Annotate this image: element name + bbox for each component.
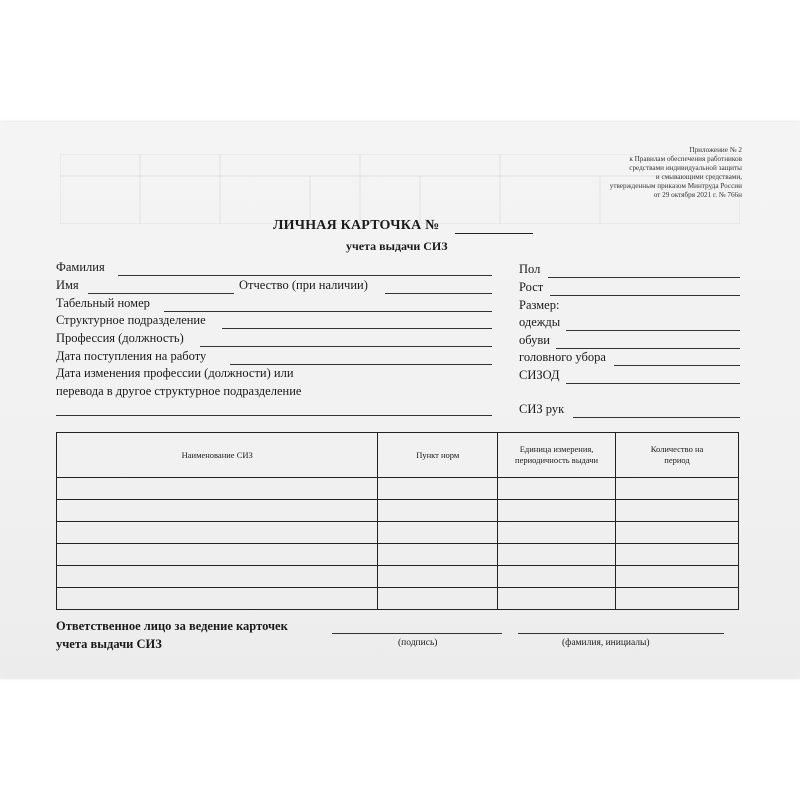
table-row bbox=[57, 566, 739, 588]
patronymic-label: Отчество (при наличии) bbox=[239, 278, 368, 292]
change-date-field[interactable] bbox=[56, 415, 492, 416]
height-label: Рост bbox=[519, 280, 544, 294]
table-cell[interactable] bbox=[57, 522, 378, 544]
full-name-field[interactable] bbox=[518, 633, 724, 634]
table-cell[interactable] bbox=[57, 544, 378, 566]
gender-label: Пол bbox=[519, 262, 541, 276]
table-cell[interactable] bbox=[616, 522, 739, 544]
responsible-person-label-1: Ответственное лицо за ведение карточек bbox=[56, 619, 288, 633]
table-cell[interactable] bbox=[57, 588, 378, 610]
col-header-unit-period bbox=[498, 433, 616, 478]
clothing-size-label: одежды bbox=[519, 315, 561, 329]
table-header-row bbox=[57, 433, 739, 478]
shoe-size-label: обуви bbox=[519, 333, 550, 347]
department-label: Структурное подразделение bbox=[56, 313, 206, 327]
signature-caption: (подпись) bbox=[398, 638, 438, 648]
page-title: ЛИЧНАЯ КАРТОЧКА № bbox=[273, 218, 440, 233]
size-label: Размер: bbox=[519, 298, 560, 312]
table-cell[interactable] bbox=[57, 500, 378, 522]
hire-date-field[interactable] bbox=[230, 364, 492, 365]
department-field[interactable] bbox=[222, 328, 492, 329]
shoe-size-field[interactable] bbox=[556, 348, 740, 349]
appendix-line: Приложение № 2 bbox=[689, 146, 742, 154]
table-cell[interactable] bbox=[616, 478, 739, 500]
appendix-line: утвержденным приказом Минтруда России bbox=[609, 181, 742, 190]
surname-label: Фамилия bbox=[56, 260, 105, 274]
table-row bbox=[57, 544, 739, 566]
page-subtitle: учета выдачи СИЗ bbox=[346, 239, 448, 253]
col-header-ppe-name: Наименование СИЗ bbox=[57, 433, 378, 478]
table-cell[interactable] bbox=[616, 500, 739, 522]
appendix-line: и смывающими средствами, bbox=[655, 172, 742, 181]
appendix-note bbox=[522, 146, 742, 199]
table-cell[interactable] bbox=[378, 566, 498, 588]
col-header-quantity-text: Количество на период bbox=[650, 444, 704, 465]
hand-ppe-field[interactable] bbox=[573, 417, 740, 418]
col-header-norm-item: Пункт норм bbox=[378, 433, 498, 478]
col-header-quantity bbox=[616, 433, 739, 478]
hire-date-label: Дата поступления на работу bbox=[56, 349, 207, 363]
table-cell[interactable] bbox=[378, 588, 498, 610]
appendix-line: от 29 октября 2021 г. № 766н bbox=[653, 190, 742, 199]
card-number-field[interactable] bbox=[455, 233, 533, 234]
table-cell[interactable] bbox=[57, 478, 378, 500]
headwear-size-label: головного убора bbox=[519, 350, 606, 364]
appendix-line: к Правилам обеспечения работников bbox=[629, 154, 742, 163]
height-field[interactable] bbox=[550, 295, 740, 296]
table-cell[interactable] bbox=[378, 522, 498, 544]
table-row bbox=[57, 588, 739, 610]
table-cell[interactable] bbox=[498, 566, 616, 588]
appendix-line: средствами индивидуальной защиты bbox=[629, 163, 742, 172]
tab-number-field[interactable] bbox=[164, 311, 492, 312]
table-cell[interactable] bbox=[378, 478, 498, 500]
table-cell[interactable] bbox=[498, 544, 616, 566]
table-cell[interactable] bbox=[616, 588, 739, 610]
table-cell[interactable] bbox=[57, 566, 378, 588]
table-cell[interactable] bbox=[498, 588, 616, 610]
full-name-caption: (фамилия, инициалы) bbox=[562, 638, 650, 648]
name-label: Имя bbox=[56, 278, 79, 292]
table-row bbox=[57, 522, 739, 544]
gender-field[interactable] bbox=[548, 277, 740, 278]
table-cell[interactable] bbox=[498, 500, 616, 522]
table-cell[interactable] bbox=[378, 544, 498, 566]
tab-number-label: Табельный номер bbox=[56, 296, 150, 310]
responsible-person-label-2: учета выдачи СИЗ bbox=[56, 637, 162, 651]
headwear-size-field[interactable] bbox=[614, 365, 740, 366]
ppe-issuance-table bbox=[56, 432, 739, 610]
patronymic-field[interactable] bbox=[385, 293, 492, 294]
profession-label: Профессия (должность) bbox=[56, 331, 184, 345]
col-header-unit-period-text: Единица измерения, периодичность выдачи bbox=[515, 444, 599, 465]
table-row bbox=[57, 500, 739, 522]
profession-field[interactable] bbox=[200, 346, 492, 347]
hand-ppe-label: СИЗ рук bbox=[519, 402, 565, 416]
form-sheet bbox=[0, 122, 800, 678]
sizod-label: СИЗОД bbox=[519, 368, 560, 382]
name-field[interactable] bbox=[88, 293, 234, 294]
table-cell[interactable] bbox=[498, 478, 616, 500]
sizod-field[interactable] bbox=[566, 383, 740, 384]
change-date-label-1: Дата изменения профессии (должности) или bbox=[56, 366, 294, 380]
table-row bbox=[57, 478, 739, 500]
signature-field[interactable] bbox=[332, 633, 502, 634]
change-date-label-2: перевода в другое структурное подразделение bbox=[56, 384, 302, 398]
surname-field[interactable] bbox=[118, 275, 492, 276]
table-cell[interactable] bbox=[616, 566, 739, 588]
table-cell[interactable] bbox=[498, 522, 616, 544]
table-cell[interactable] bbox=[378, 500, 498, 522]
table-cell[interactable] bbox=[616, 544, 739, 566]
clothing-size-field[interactable] bbox=[566, 330, 740, 331]
